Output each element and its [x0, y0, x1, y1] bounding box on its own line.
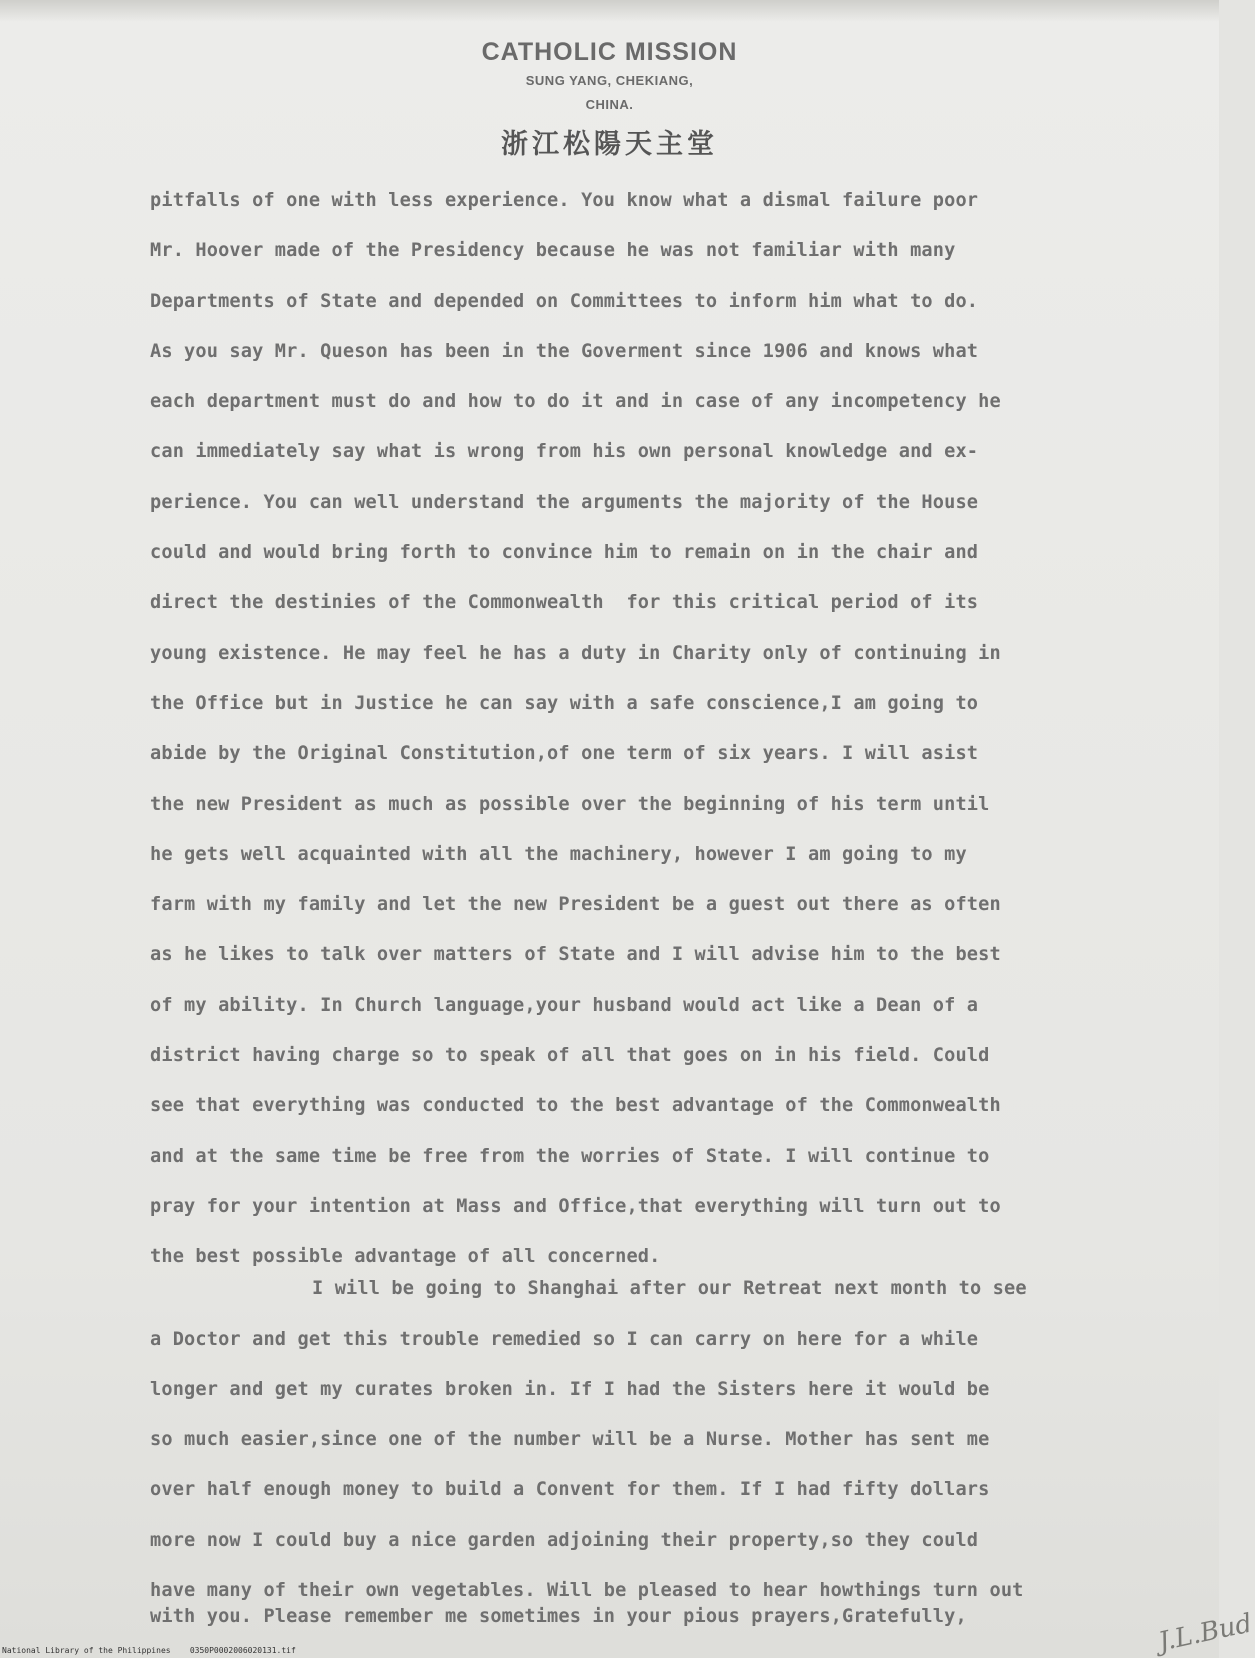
letter-body [150, 186, 1150, 1628]
letter-line: have many of their own vegetables. Will be pleased to hear howthings turn out [150, 1580, 1024, 1602]
letter-line: as he likes to talk over matters of State and I will advise him to the best [150, 944, 1001, 966]
letter-line: abide by the Original Constitution,of one term of six years. I will asist [150, 743, 979, 765]
letter-line: of my ability. In Church language,your husband would act like a Dean of a [150, 994, 979, 1016]
letter-line: see that everything was conducted to the best advantage of the Commonwealth [150, 1095, 1001, 1117]
letter-line: a Doctor and get this trouble remedied so I can carry on here for a while [150, 1328, 979, 1350]
letter-line: district having charge so to speak of all that goes on in his field. Could [150, 1045, 990, 1067]
letter-line: the new President as much as possible over the beginning of his term until [150, 793, 990, 815]
letter-line: each department must do and how to do it and in case of any incompetency he [150, 391, 1001, 413]
letterhead-location: SUNG YANG, CHEKIANG, [525, 73, 694, 88]
letter-line: Mr. Hoover made of the Presidency because he was not familiar with many [150, 240, 956, 262]
letter-line: more now I could buy a nice garden adjoining their property,so they could [150, 1529, 979, 1551]
letter-line: As you say Mr. Queson has been in the Goverment since 1906 and knows what [150, 340, 979, 362]
letter-line: pitfalls of one with less experience. You know what a dismal failure poor [150, 190, 979, 211]
letter-line: so much easier,since one of the number will be a Nurse. Mother has sent me [150, 1429, 990, 1451]
scan-shadow [0, 0, 1219, 22]
archive-footer: National Library of the Philippines 0350P0002006020131.tif [2, 1646, 296, 1655]
letter-line: direct the destinies of the Commonwealth for this critical period of its [150, 592, 979, 614]
letter-line: longer and get my curates broken in. If I had the Sisters here it would be [150, 1378, 990, 1400]
letterhead-chinese: 浙江松陽天主堂 [501, 129, 718, 160]
letter-line: over half enough money to build a Convent for them. If I had fifty dollars [150, 1479, 990, 1501]
letter-line: he gets well acquainted with all the machinery, however I am going to my [150, 843, 967, 865]
letter-line: and at the same time be free from the worries of State. I will continue to [150, 1145, 990, 1167]
letter-line: young existence. He may feel he has a duty in Charity only of continuing in [150, 642, 1001, 664]
letter-line: could and would bring forth to convince him to remain on in the chair and [150, 542, 979, 564]
letterhead-country: CHINA. [585, 97, 634, 112]
letter-line: the Office but in Justice he can say with a safe conscience,I am going to [150, 692, 979, 714]
handwritten-signature: J.L.Bud [1155, 1608, 1255, 1658]
letter-line: can immediately say what is wrong from his own personal knowledge and ex- [150, 441, 979, 463]
letter-line: perience. You can well understand the arguments the majority of the House [150, 491, 979, 513]
letter-line: pray for your intention at Mass and Office,that everything will turn out to [150, 1195, 1001, 1217]
letter-line: farm with my family and let the new President be a guest out there as often [150, 894, 1001, 916]
letter-line-paragraph-start: I will be going to Shanghai after our Retreat next month to see [312, 1278, 1027, 1300]
letterhead-title: CATHOLIC MISSION [481, 38, 738, 66]
letter-line: the best possible advantage of all concerned. [150, 1246, 661, 1268]
letter-line-closing: with you. Please remember me sometimes in your pious prayers,Gratefully, [150, 1606, 967, 1628]
letter-line: Departments of State and depended on Committees to inform him what to do. [150, 290, 979, 312]
